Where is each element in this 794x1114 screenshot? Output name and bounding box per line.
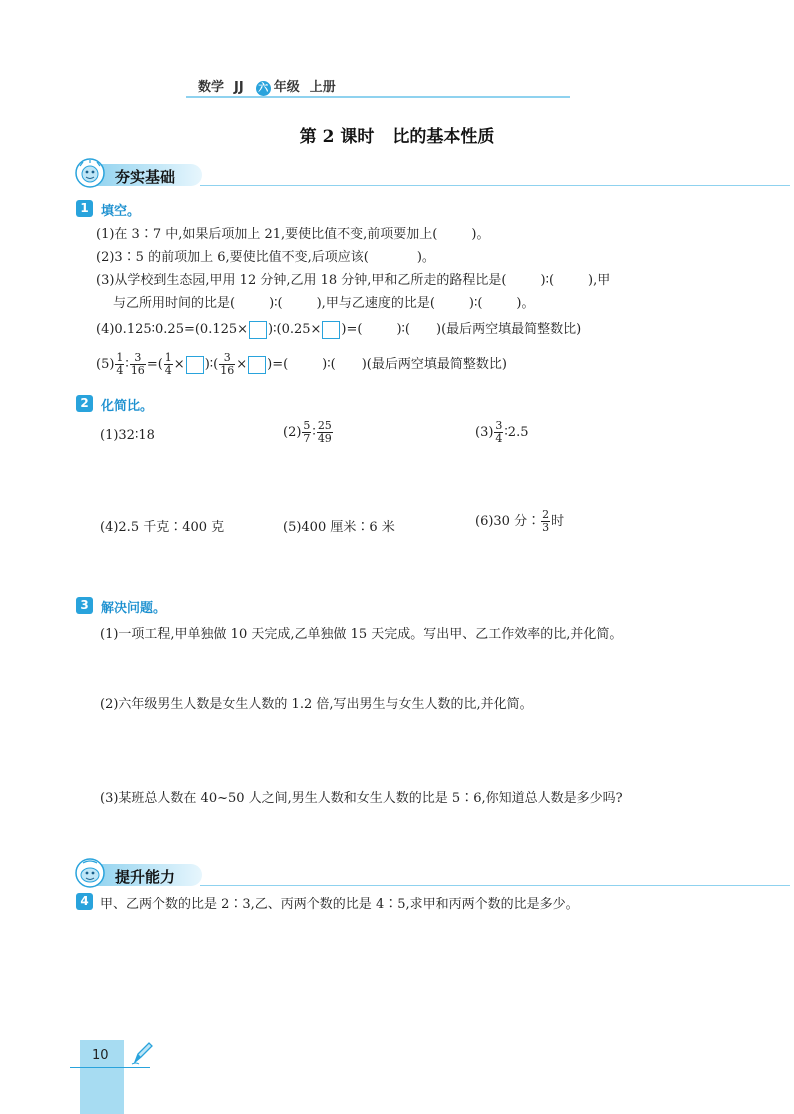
- running-header: [198, 76, 336, 96]
- question-label-2: 化简比。: [101, 399, 154, 414]
- q2-item-5: (5)400 厘米∶6 米: [283, 520, 395, 535]
- q1-item-1: (1)在 3∶7 中,如果后项加上 21,要使比值不变,前项要加上( )。: [96, 227, 490, 242]
- q1-item-5: (5) $\frac{1}{4}$ ∶ $\frac{3}{16}$ =( $\frac{1}{4}$ × )∶( $\frac{3}{16}$ × )=( )∶( )(最后两空填最简整数比): [96, 351, 507, 377]
- q3-item-1: (1)一项工程,甲单独做 10 天完成,乙单独做 15 天完成。写出甲、乙工作效率的比,并化简。: [100, 627, 623, 642]
- answer-box[interactable]: [322, 321, 340, 339]
- q1-item-3a: (3)从学校到生态园,甲用 12 分钟,乙用 18 分钟,甲和乙所走的路程比是( )∶( ),甲: [96, 273, 611, 288]
- question-text-4: 甲、乙两个数的比是 2∶3,乙、丙两个数的比是 4∶5,求甲和丙两个数的比是多少。: [100, 897, 579, 912]
- header-volume: 上册: [309, 80, 336, 95]
- q2-item-2: (2) $\frac{5}{7}$ ∶ $\frac{25}{49}$: [283, 419, 332, 445]
- pencil-icon: [130, 1040, 154, 1066]
- q1-item-4: (4)0.125∶0.25=(0.125× )∶(0.25× )=( )∶( )(最后两空填最简整数比): [96, 322, 582, 337]
- header-subject: 数学: [198, 80, 225, 95]
- page-number: 10: [92, 1048, 109, 1063]
- q2-item-3: (3) $\frac{3}{4}$ ∶2.5: [475, 419, 529, 445]
- q3-item-3: (3)某班总人数在 40~50 人之间,男生人数和女生人数的比是 5∶6,你知道总人数是多少吗?: [100, 791, 623, 806]
- footer-rule: [70, 1067, 150, 1068]
- answer-box[interactable]: [186, 356, 204, 374]
- section-title-basic: 夯实基础: [115, 168, 176, 186]
- q2-item-4: (4)2.5 千克∶400 克: [100, 520, 225, 535]
- page-title: [0, 122, 794, 147]
- q2-item-6: (6)30 分∶ $\frac{2}{3}$ 时: [475, 508, 565, 534]
- q2-item-1: (1)32∶18: [100, 428, 155, 443]
- question-label-3: 解决问题。: [101, 601, 167, 616]
- grade-badge: 六: [256, 81, 271, 96]
- mascot-icon: [74, 857, 106, 889]
- question-number-4: 4: [76, 893, 93, 910]
- section-title-advanced: 提升能力: [115, 868, 176, 886]
- lesson-topic: 比的基本性质: [392, 127, 495, 147]
- answer-box[interactable]: [248, 356, 266, 374]
- banner-rule: [200, 185, 790, 186]
- q3-item-2: (2)六年级男生人数是女生人数的 1.2 倍,写出男生与女生人数的比,并化简。: [100, 697, 533, 712]
- answer-box[interactable]: [249, 321, 267, 339]
- header-edition: JJ: [234, 80, 244, 95]
- question-number-3: 3: [76, 597, 93, 614]
- header-rule: [186, 96, 570, 98]
- q1-item-3b: 与乙所用时间的比是( )∶( ),甲与乙速度的比是( )∶( )。: [113, 296, 535, 311]
- question-number-1: 1: [76, 200, 93, 217]
- question-number-2: 2: [76, 395, 93, 412]
- section-banner-advanced: [72, 862, 722, 888]
- q1-item-2: (2)3∶5 的前项加上 6,要使比值不变,后项应该( )。: [96, 250, 435, 265]
- lesson-number: 第 2 课时: [299, 127, 375, 147]
- header-grade: 年级: [273, 80, 300, 95]
- question-label-1: 填空。: [101, 204, 141, 219]
- section-banner-basic: [72, 162, 722, 188]
- mascot-icon: [74, 157, 106, 189]
- banner-rule: [200, 885, 790, 886]
